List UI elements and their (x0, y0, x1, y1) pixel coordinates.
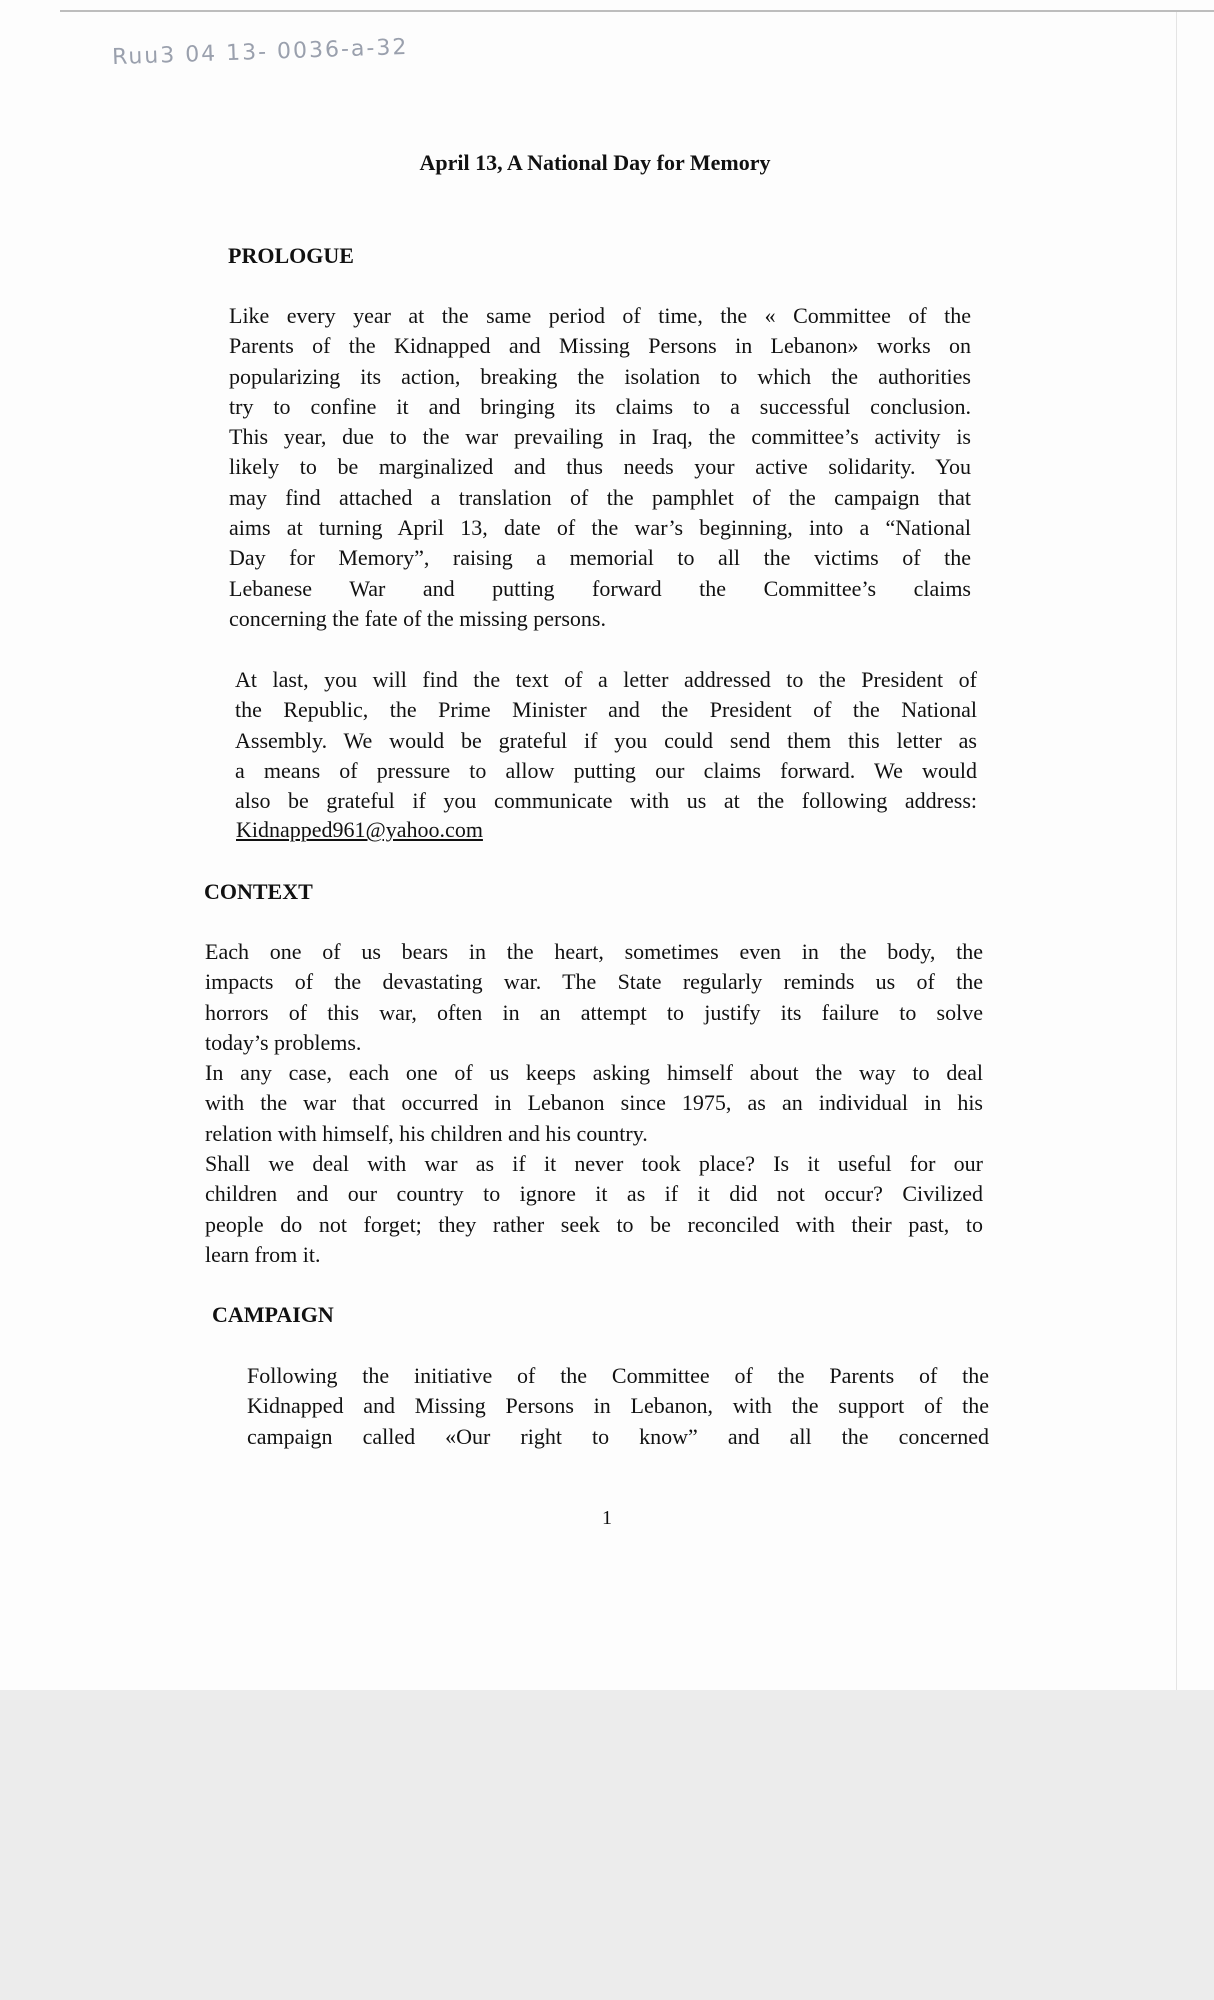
text-line: campaign called «Our right to know” and all the concerned (247, 1423, 989, 1449)
text-line: At last, you will find the text of a letter addressed to the President of (235, 667, 977, 692)
campaign-heading: CAMPAIGN (212, 1302, 334, 1327)
page-number: 1 (602, 1507, 612, 1529)
text-line: try to confine it and bringing its claims to a successful conclusion. (229, 393, 971, 419)
scan-right-edge (1176, 12, 1177, 1690)
text-line: learn from it. (205, 1241, 321, 1267)
contact-email-link[interactable]: Kidnapped961@yahoo.com (236, 817, 483, 842)
text-line: likely to be marginalized and thus needs your active solidarity. You (229, 454, 971, 480)
prologue-heading: PROLOGUE (228, 243, 354, 268)
text-line: popularizing its action, breaking the isolation to which the authorities (229, 363, 971, 389)
prologue-paragraph-1 (229, 301, 971, 634)
document-title: April 13, A National Day for Memory (419, 150, 771, 175)
campaign-paragraph (247, 1361, 989, 1452)
text-line: horrors of this war, often in an attempt to justify its failure to solve (205, 999, 983, 1025)
text-line: This year, due to the war prevailing in Iraq, the committee’s activity is (229, 424, 971, 450)
context-heading: CONTEXT (204, 879, 313, 904)
text-line: Day for Memory”, raising a memorial to all the victims of the (229, 545, 971, 571)
handwritten-reference-number: Ruu3 04 13- 0036-a-32 (111, 34, 409, 71)
text-line: a means of pressure to allow putting our claims forward. We would (235, 757, 977, 783)
text-line: with the war that occurred in Lebanon since 1975, as an individual in his (205, 1090, 983, 1116)
text-line: children and our country to ignore it as if it did not occur? Civilized (205, 1181, 983, 1207)
text-line: the Republic, the Prime Minister and the President of the National (235, 697, 977, 723)
text-line: Shall we deal with war as if it never took place? Is it useful for our (205, 1151, 983, 1177)
text-line: people do not forget; they rather seek to be reconciled with their past, to (205, 1211, 983, 1237)
text-line: aims at turning April 13, date of the war’s beginning, into a “National (229, 515, 971, 541)
text-line: Like every year at the same period of time, the « Committee of the (229, 303, 971, 328)
text-line: also be grateful if you communicate with us at the following address: (235, 788, 977, 814)
text-line: concerning the fate of the missing persons. (229, 605, 606, 631)
text-line: Parents of the Kidnapped and Missing Persons in Lebanon» works on (229, 333, 971, 359)
context-paragraph (205, 937, 983, 1270)
text-line: Assembly. We would be grateful if you could send them this letter as (235, 727, 977, 753)
text-line: In any case, each one of us keeps asking himself about the way to deal (205, 1060, 983, 1086)
prologue-paragraph-2 (235, 665, 977, 816)
text-line: Each one of us bears in the heart, sometimes even in the body, the (205, 939, 983, 964)
text-line: Following the initiative of the Committee of the Parents of the (247, 1363, 989, 1388)
scan-top-edge (60, 10, 1214, 12)
text-line: Kidnapped and Missing Persons in Lebanon, with the support of the (247, 1393, 989, 1419)
text-line: impacts of the devastating war. The State regularly reminds us of the (205, 969, 983, 995)
text-line: relation with himself, his children and his country. (205, 1120, 648, 1146)
text-line: today’s problems. (205, 1029, 362, 1055)
text-line: Lebanese War and putting forward the Committee’s claims (229, 575, 971, 601)
text-line: may find attached a translation of the pamphlet of the campaign that (229, 484, 971, 510)
